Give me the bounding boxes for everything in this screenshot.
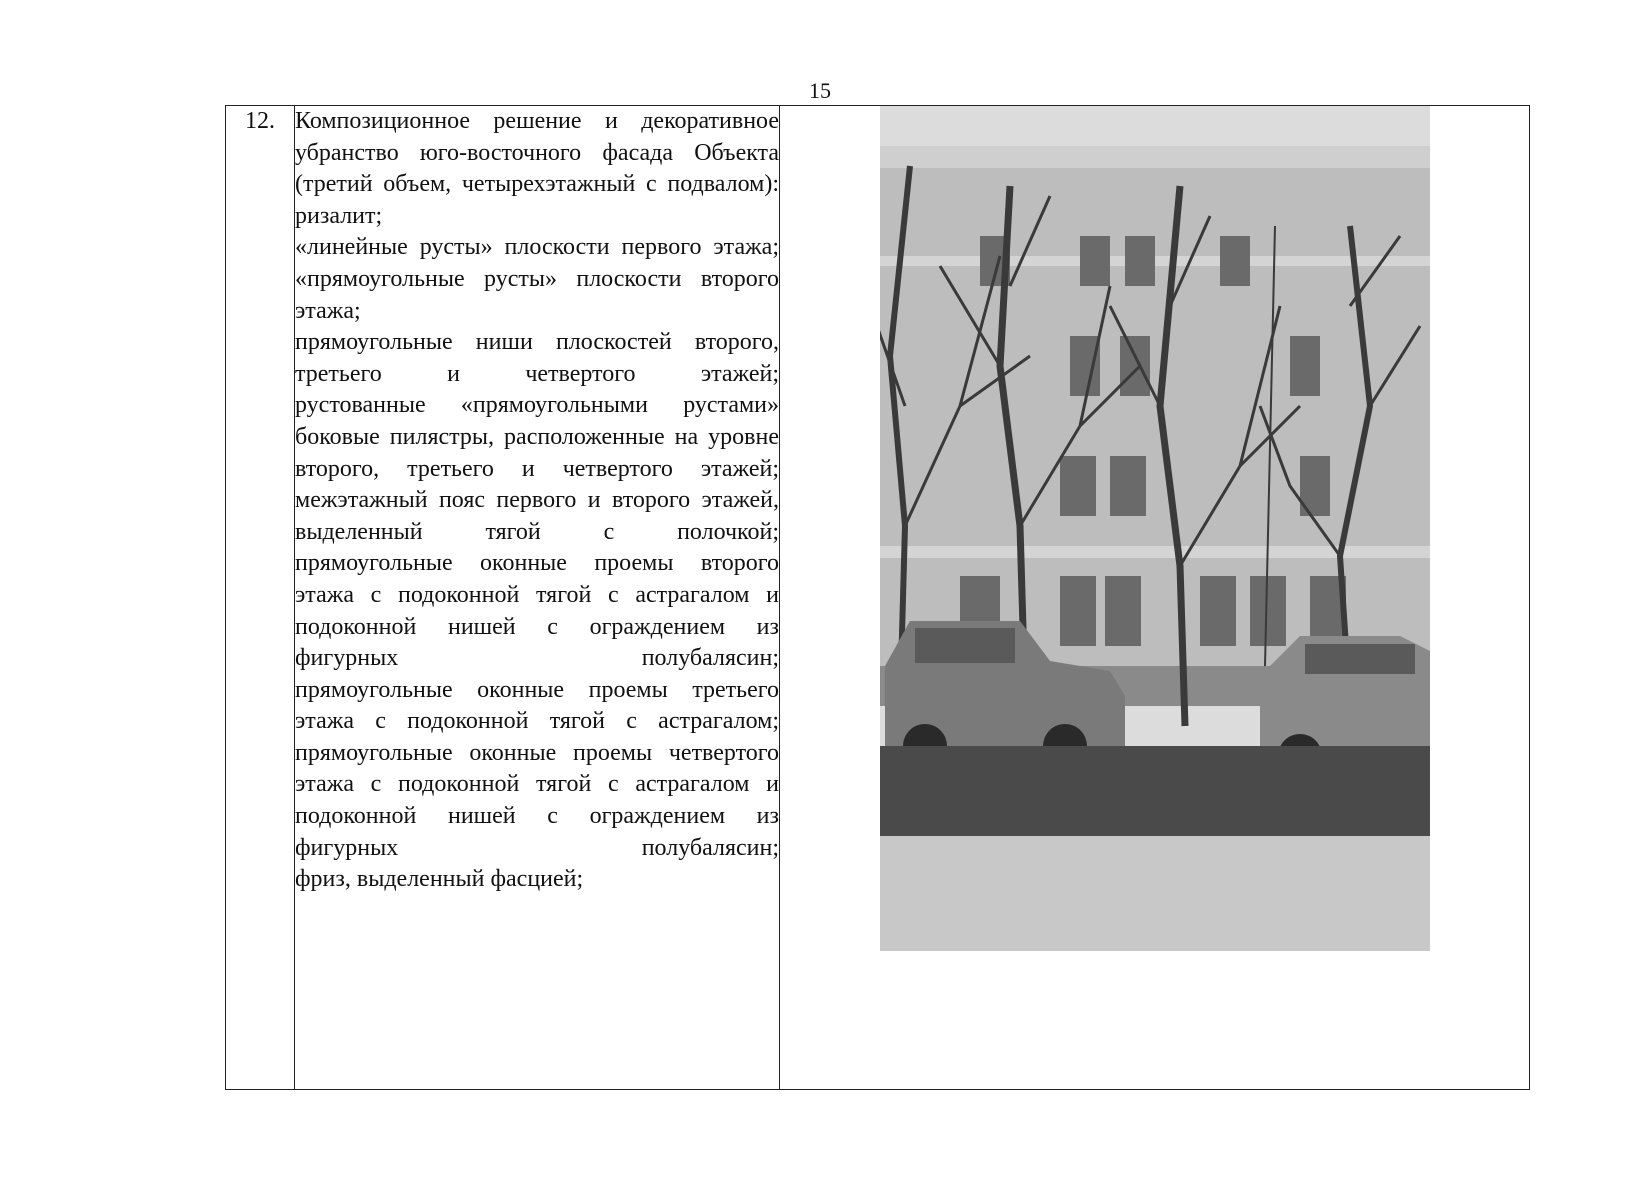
list-item: прямоугольные оконные проемы четвертого этажа с подоконной тягой с астрагалом и подоконной нишей с ограждением из фигурных полубалясин;	[295, 739, 779, 861]
table-row	[226, 106, 1530, 1090]
object-elements-table	[225, 105, 1530, 1090]
list-item: прямоугольные оконные проемы второго этажа с подоконной тягой с астрагалом и подоконной нишей с ограждением из фигурных полубалясин;	[295, 550, 779, 672]
list-item: «линейные русты» плоскости первого этажа;	[295, 234, 779, 261]
photo-cell	[780, 106, 1530, 1090]
page-number: 15	[809, 78, 831, 103]
row-number: 12.	[226, 106, 295, 1090]
list-item: прямоугольные оконные проемы третьего этажа с подоконной тягой с астрагалом;	[295, 676, 779, 735]
row-description	[295, 106, 780, 1090]
list-item: прямоугольные ниши плоскостей второго, третьего и четвертого этажей;	[295, 329, 779, 387]
facade-photo-image	[880, 106, 1430, 951]
list-item: «прямоугольные русты» плоскости второго этажа;	[295, 265, 779, 324]
list-item: рустованные «прямоугольными рустами» боковые пилястры, расположенные на уровне второго, третьего и четвертого этажей;	[295, 392, 779, 482]
facade-photo	[880, 106, 1430, 951]
list-item: ризалит;	[295, 202, 383, 229]
list-item: фриз, выделенный фасцией;	[295, 866, 584, 893]
description-intro: Композиционное решение и декоративное убранство юго-восточного фасада Объекта (третий объем, четырехэтажный с подвалом):	[295, 108, 779, 198]
list-item: межэтажный пояс первого и второго этажей, выделенный тягой с полочкой;	[295, 487, 779, 545]
